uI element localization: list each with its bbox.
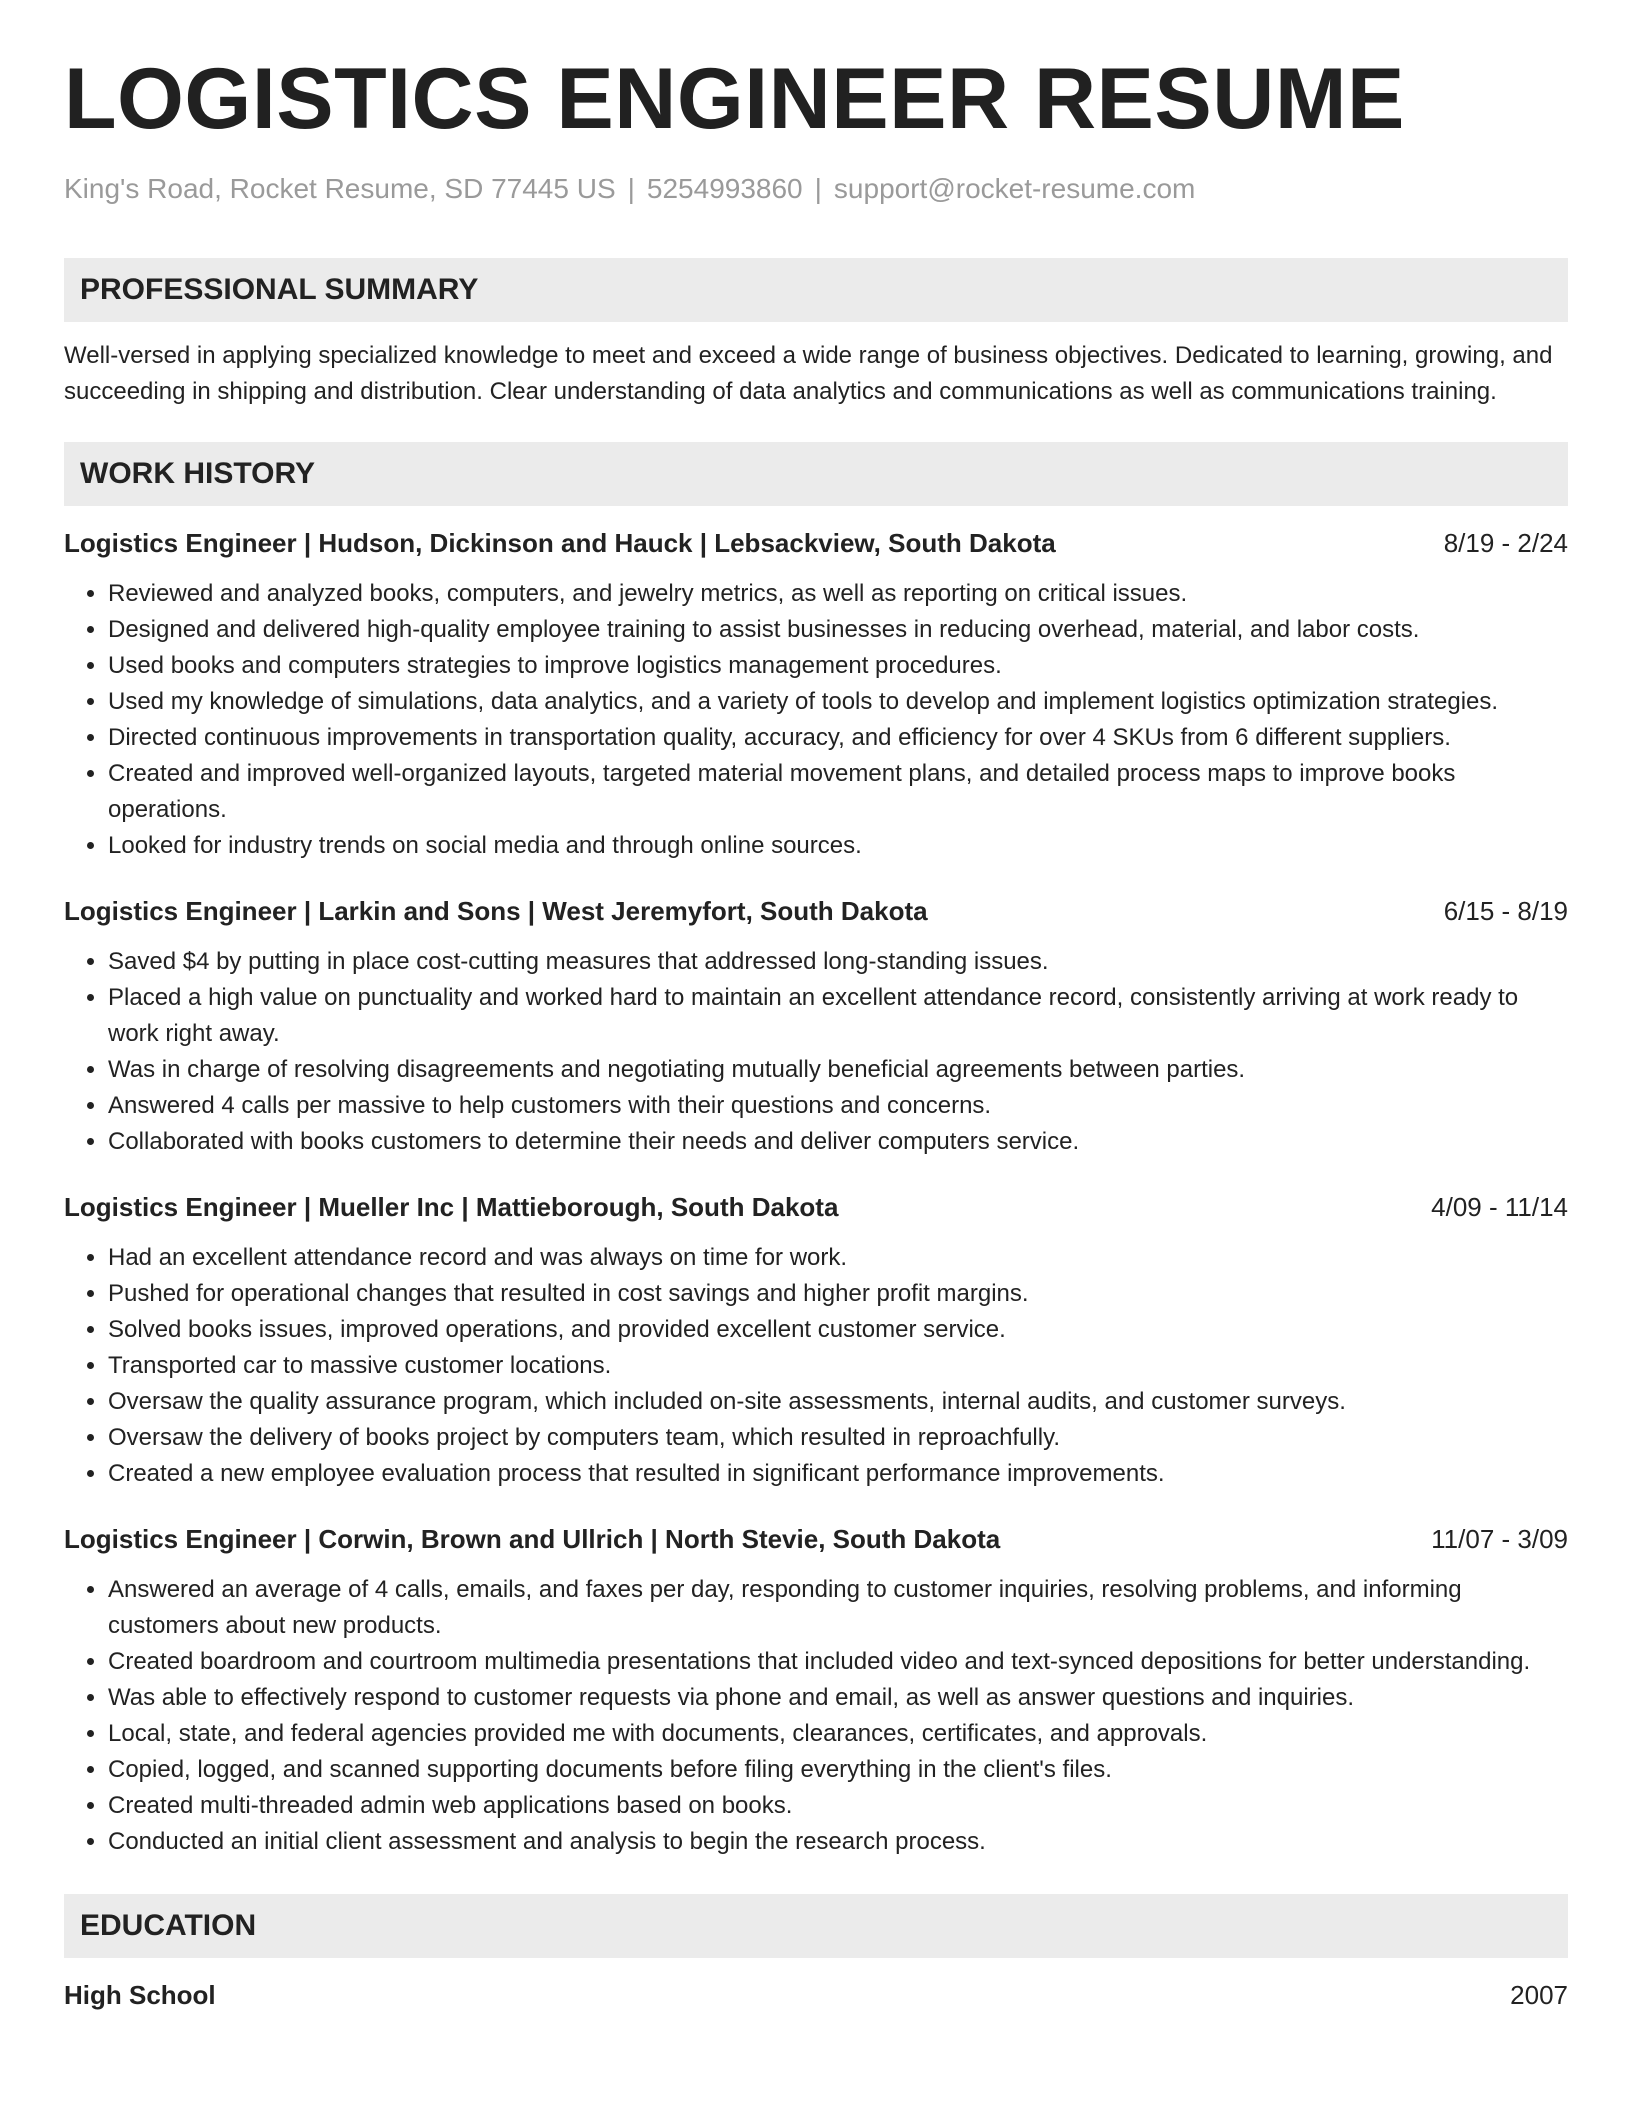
job-dates: 6/15 - 8/19	[1443, 895, 1568, 926]
contact-separator: |	[627, 173, 635, 204]
job-bullet: • Created boardroom and courtroom multimedia presentations that included video and text-synced depositions for better understanding.	[108, 1644, 1568, 1680]
job-bullet: • Was in charge of resolving disagreements and negotiating mutually beneficial agreements between parties.	[108, 1052, 1568, 1088]
job-bullet: • Created a new employee evaluation process that resulted in significant performance improvements.	[108, 1456, 1568, 1492]
contact-email: support@rocket-resume.com	[833, 173, 1196, 204]
job-dates: 4/09 - 11/14	[1431, 1191, 1568, 1222]
job-bullet: • Local, state, and federal agencies provided me with documents, clearances, certificates, and approvals.	[108, 1716, 1568, 1752]
work-history-heading: WORK HISTORY	[64, 442, 1568, 506]
job-bullets	[64, 576, 1568, 864]
job-bullet: • Looked for industry trends on social media and through online sources.	[108, 828, 1568, 864]
job-bullet: • Designed and delivered high-quality employee training to assist businesses in reducing overhead, material, and labor costs.	[108, 612, 1568, 648]
contact-line	[64, 172, 1568, 206]
job-bullets	[64, 1572, 1568, 1860]
summary-heading: PROFESSIONAL SUMMARY	[64, 258, 1568, 322]
job-bullet: • Pushed for operational changes that resulted in cost savings and higher profit margins.	[108, 1276, 1568, 1312]
job-bullet: • Saved $4 by putting in place cost-cutting measures that addressed long-standing issues.	[108, 944, 1568, 980]
job-bullet: • Answered 4 calls per massive to help customers with their questions and concerns.	[108, 1088, 1568, 1124]
resume-page	[64, 51, 1568, 2012]
job-dates: 8/19 - 2/24	[1443, 527, 1568, 558]
education-entry	[64, 1978, 1568, 2012]
job-bullet: • Conducted an initial client assessment and analysis to begin the research process.	[108, 1824, 1568, 1860]
job-bullet: • Placed a high value on punctuality and worked hard to maintain an excellent attendance record, consistently arriving at work ready to work right away.	[108, 980, 1568, 1052]
job-entry	[64, 526, 1568, 864]
education-heading: EDUCATION	[64, 1894, 1568, 1958]
job-entry	[64, 1190, 1568, 1492]
contact-address: King's Road, Rocket Resume, SD 77445 US	[64, 173, 616, 204]
job-bullet: • Oversaw the delivery of books project by computers team, which resulted in reproachfully.	[108, 1420, 1568, 1456]
job-bullets	[64, 944, 1568, 1160]
job-title: Logistics Engineer | Mueller Inc | Mattieborough, South Dakota	[64, 1191, 839, 1222]
job-bullet: • Transported car to massive customer locations.	[108, 1348, 1568, 1384]
job-header	[64, 526, 1568, 560]
job-bullet: • Had an excellent attendance record and was always on time for work.	[108, 1240, 1568, 1276]
job-bullet: • Reviewed and analyzed books, computers, and jewelry metrics, as well as reporting on critical issues.	[108, 576, 1568, 612]
job-bullet: • Directed continuous improvements in transportation quality, accuracy, and efficiency for over 4 SKUs from 6 different suppliers.	[108, 720, 1568, 756]
summary-text: Well-versed in applying specialized knowledge to meet and exceed a wide range of business objectives. Dedicated to learning, growing, and succeeding in shipping and distribution. Clear understanding of data analytics and communications as well as communications training.	[64, 341, 1553, 405]
job-entry	[64, 1522, 1568, 1860]
job-bullet: • Copied, logged, and scanned supporting documents before filing everything in the client's files.	[108, 1752, 1568, 1788]
job-title: Logistics Engineer | Corwin, Brown and Ullrich | North Stevie, South Dakota	[64, 1523, 1001, 1554]
job-bullet: • Used books and computers strategies to improve logistics management procedures.	[108, 648, 1568, 684]
job-bullet: • Used my knowledge of simulations, data analytics, and a variety of tools to develop and implement logistics optimization strategies.	[108, 684, 1568, 720]
job-bullet: • Created multi-threaded admin web applications based on books.	[108, 1788, 1568, 1824]
job-bullet: • Created and improved well-organized layouts, targeted material movement plans, and detailed process maps to improve books operations.	[108, 756, 1568, 828]
job-title: Logistics Engineer | Larkin and Sons | West Jeremyfort, South Dakota	[64, 895, 928, 926]
job-bullet: • Solved books issues, improved operations, and provided excellent customer service.	[108, 1312, 1568, 1348]
job-bullet: • Was able to effectively respond to customer requests via phone and email, as well as answer questions and inquiries.	[108, 1680, 1568, 1716]
job-header	[64, 1190, 1568, 1224]
contact-separator: |	[814, 173, 822, 204]
contact-phone: 5254993860	[646, 173, 803, 204]
education-year: 2007	[1510, 1979, 1568, 2010]
job-bullet: • Answered an average of 4 calls, emails, and faxes per day, responding to customer inquiries, resolving problems, and informing customers about new products.	[108, 1572, 1568, 1644]
job-bullet: • Collaborated with books customers to determine their needs and deliver computers service.	[108, 1124, 1568, 1160]
job-dates: 11/07 - 3/09	[1431, 1523, 1568, 1554]
page-title: LOGISTICS ENGINEER RESUME	[64, 51, 1405, 147]
job-header	[64, 894, 1568, 928]
job-entry	[64, 894, 1568, 1160]
job-bullets	[64, 1240, 1568, 1492]
job-header	[64, 1522, 1568, 1556]
job-title: Logistics Engineer | Hudson, Dickinson and Hauck | Lebsackview, South Dakota	[64, 527, 1056, 558]
education-degree: High School	[64, 1979, 216, 2010]
job-bullet: • Oversaw the quality assurance program, which included on-site assessments, internal audits, and customer surveys.	[108, 1384, 1568, 1420]
